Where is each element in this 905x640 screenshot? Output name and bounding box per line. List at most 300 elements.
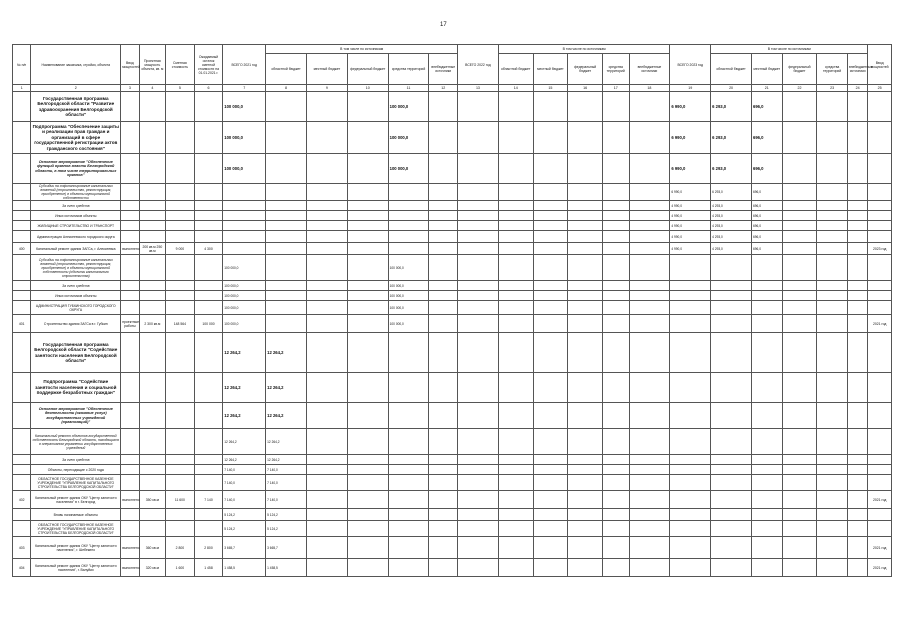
table-row [13,92,892,122]
row-value-v21 [751,315,782,333]
row-value-v21: 696,0 [751,92,782,122]
row-value-v8: 12 264,2 [266,429,307,455]
row-value-v23 [817,521,848,537]
row-value-v19 [670,281,711,291]
row-value-v18 [629,403,670,429]
row-value-v10 [347,291,388,301]
row-value-v19 [670,429,711,455]
row-number [13,455,31,465]
row-value-v14 [498,333,533,373]
investment-table [12,44,892,577]
row-name: Капитальный ремонт здания ОКУ "Центр занятости населения" в г. Белгород [31,491,121,509]
row-value-v19 [670,255,711,281]
row-value-v12 [429,537,458,559]
row-value-v16 [568,154,603,184]
row-value-v10 [347,475,388,491]
row-value-v7: 5 124,2 [223,509,266,521]
row-value-v7 [223,221,266,231]
table-row [13,211,892,221]
row-value-v18 [629,301,670,315]
row-cell-c4 [139,465,166,475]
table-row [13,475,892,491]
row-value-v22 [782,255,817,281]
row-cell-c5 [166,154,195,184]
row-value-v9 [306,291,347,301]
column-number: 12 [429,85,458,92]
row-number [13,154,31,184]
row-value-v19 [670,491,711,509]
row-value-v16 [568,231,603,243]
row-value-v24 [847,559,867,577]
row-value-v24 [847,154,867,184]
row-name: Подпрограмма "Содействие занятости населения и социальной поддержке безработных граждан" [31,373,121,403]
row-value-v16 [568,537,603,559]
row-value-v20 [711,491,752,509]
row-value-v23 [817,465,848,475]
row-cell-c5 [166,92,195,122]
row-value-v19 [670,403,711,429]
row-value-v16 [568,184,603,201]
row-value-v8: 12 264,2 [266,373,307,403]
row-value-v15 [533,509,568,521]
row-value-v13 [458,403,499,429]
row-cell-c26: 2021 год [868,315,892,333]
row-value-v14 [498,559,533,577]
row-value-v8: 7 140,0 [266,475,307,491]
row-value-v12 [429,92,458,122]
row-value-v24 [847,301,867,315]
row-value-v15 [533,243,568,255]
row-value-v9 [306,509,347,521]
row-cell-c6 [194,403,223,429]
row-value-v9 [306,333,347,373]
row-value-v11: 100 000,0 [388,301,429,315]
row-value-v23 [817,315,848,333]
row-value-v14 [498,221,533,231]
row-value-v9 [306,154,347,184]
row-value-v17 [602,537,629,559]
row-value-v19 [670,373,711,403]
row-value-v16 [568,491,603,509]
row-value-v14 [498,475,533,491]
row-value-v13 [458,211,499,221]
row-cell-c3: выполнено [121,559,139,577]
column-number: 22 [782,85,817,92]
row-name: Капитальный ремонт здания ЗАГСа, г. Алексеевка [31,243,121,255]
row-value-v24 [847,291,867,301]
row-cell-c5: 2 800 [166,537,195,559]
row-value-v12 [429,184,458,201]
row-value-v18 [629,184,670,201]
row-value-v11 [388,521,429,537]
row-value-v19: 4 990,0 [670,201,711,211]
row-value-v22 [782,465,817,475]
row-value-v9 [306,429,347,455]
row-value-v7: 100 000,0 [223,281,266,291]
header-2023-fed: федеральный бюджет [782,54,817,85]
header-2023-terr: средства территорий [817,54,848,85]
row-cell-c6 [194,184,223,201]
row-cell-c3 [121,211,139,221]
row-value-v11 [388,231,429,243]
row-value-v14 [498,92,533,122]
row-value-v12 [429,521,458,537]
header-2022-terr: средства территорий [602,54,629,85]
row-cell-c5 [166,291,195,301]
row-value-v12 [429,333,458,373]
row-value-v18 [629,373,670,403]
row-value-v17 [602,184,629,201]
row-value-v15 [533,333,568,373]
row-name: Капитальный ремонт объектов государственной собственности Белгородской области, находящихся в оперативном управлении государственных учреждений [31,429,121,455]
row-value-v17 [602,465,629,475]
row-value-v23 [817,373,848,403]
row-value-v18 [629,429,670,455]
header-commission: Ввод мощностей [868,45,892,85]
row-value-v21: 696,0 [751,211,782,221]
row-value-v15 [533,92,568,122]
row-value-v10 [347,509,388,521]
row-value-v12 [429,281,458,291]
row-value-v22 [782,92,817,122]
row-value-v11 [388,429,429,455]
row-value-v11 [388,455,429,465]
row-value-v22 [782,231,817,243]
row-value-v19 [670,537,711,559]
row-number [13,291,31,301]
row-cell-c26 [868,373,892,403]
row-value-v24 [847,122,867,154]
row-cell-c26 [868,211,892,221]
row-cell-c5 [166,221,195,231]
row-cell-c4 [139,281,166,291]
row-value-v13 [458,231,499,243]
row-value-v13 [458,465,499,475]
row-name: Иных источников объекты [31,291,121,301]
row-value-v10 [347,465,388,475]
row-value-v14 [498,429,533,455]
row-value-v20 [711,537,752,559]
row-value-v22 [782,201,817,211]
row-cell-c3 [121,403,139,429]
table-row [13,465,892,475]
row-value-v22 [782,475,817,491]
row-cell-c4 [139,301,166,315]
column-number: 24 [847,85,867,92]
row-cell-c4: 360 кв.м [139,537,166,559]
row-value-v18 [629,243,670,255]
row-value-v11 [388,475,429,491]
row-value-v16 [568,333,603,373]
row-cell-c4 [139,333,166,373]
row-value-v24 [847,475,867,491]
row-value-v18 [629,491,670,509]
row-value-v16 [568,92,603,122]
row-cell-c6 [194,455,223,465]
row-value-v9 [306,403,347,429]
row-value-v7: 12 264,2 [223,429,266,455]
row-value-v12 [429,475,458,491]
row-value-v7: 1 458,5 [223,559,266,577]
row-value-v14 [498,231,533,243]
row-value-v7 [223,243,266,255]
row-value-v24 [847,221,867,231]
row-cell-c3 [121,92,139,122]
row-value-v10 [347,429,388,455]
row-cell-c3 [121,509,139,521]
row-cell-c26 [868,509,892,521]
row-number [13,184,31,201]
row-cell-c6 [194,333,223,373]
row-value-v15 [533,255,568,281]
row-value-v13 [458,201,499,211]
row-value-v10 [347,154,388,184]
row-cell-c4: 350 кв.м [139,491,166,509]
row-value-v24 [847,243,867,255]
header-total-2023: ВСЕГО 2023 год [670,45,711,85]
row-cell-c5 [166,403,195,429]
row-value-v23 [817,201,848,211]
row-value-v18 [629,154,670,184]
row-value-v17 [602,243,629,255]
row-value-v21 [751,429,782,455]
row-value-v12 [429,429,458,455]
row-value-v22 [782,281,817,291]
row-value-v11 [388,403,429,429]
row-value-v7: 12 264,2 [223,455,266,465]
row-value-v20 [711,455,752,465]
row-value-v7: 100 000,0 [223,255,266,281]
row-number [13,201,31,211]
row-value-v15 [533,521,568,537]
row-value-v17 [602,281,629,291]
row-value-v23 [817,184,848,201]
table-row [13,231,892,243]
row-value-v8 [266,184,307,201]
row-value-v19: 4 990,0 [670,221,711,231]
row-value-v21 [751,465,782,475]
row-value-v21: 696,0 [751,243,782,255]
row-number: 402 [13,491,31,509]
row-value-v16 [568,291,603,301]
column-number: 13 [458,85,499,92]
row-value-v21 [751,475,782,491]
row-cell-c26 [868,429,892,455]
row-value-v23 [817,333,848,373]
row-value-v20: 4 293,0 [711,231,752,243]
table-row [13,403,892,429]
row-number [13,92,31,122]
row-value-v15 [533,315,568,333]
row-value-v18 [629,231,670,243]
row-value-v23 [817,491,848,509]
row-cell-c4 [139,184,166,201]
row-value-v20 [711,301,752,315]
row-cell-c5: 1 600 [166,559,195,577]
header-2022-vneb: внебюджетные источники [629,54,670,85]
header-estimate: Сметная стоимость [166,45,195,85]
row-value-v13 [458,429,499,455]
row-value-v8 [266,92,307,122]
row-cell-c5 [166,429,195,455]
row-value-v12 [429,291,458,301]
row-value-v13 [458,333,499,373]
row-value-v21 [751,537,782,559]
row-value-v17 [602,211,629,221]
row-value-v11 [388,333,429,373]
row-value-v16 [568,211,603,221]
row-value-v11 [388,243,429,255]
row-value-v22 [782,243,817,255]
row-value-v23 [817,429,848,455]
column-number: 17 [602,85,629,92]
row-number [13,231,31,243]
row-value-v24 [847,429,867,455]
row-number [13,211,31,221]
row-value-v11 [388,491,429,509]
row-cell-c26 [868,475,892,491]
row-value-v7: 100 000,0 [223,291,266,301]
row-cell-c26 [868,521,892,537]
row-cell-c26 [868,154,892,184]
row-number [13,221,31,231]
row-value-v19 [670,465,711,475]
row-value-v14 [498,211,533,221]
row-value-v16 [568,373,603,403]
row-cell-c3 [121,122,139,154]
row-cell-c4 [139,475,166,491]
row-value-v10 [347,491,388,509]
row-value-v23 [817,291,848,301]
row-number [13,429,31,455]
column-number: 4 [139,85,166,92]
row-value-v19: 4 990,0 [670,231,711,243]
row-value-v7: 100 000,0 [223,122,266,154]
row-cell-c4 [139,291,166,301]
row-cell-c3 [121,281,139,291]
row-name: Капитальный ремонт здания ОКУ "Центр занятости населения", г. Валуйки [31,559,121,577]
row-name: Субсидии на софинансирование капитальных вложений (строительство, реконструкция, приобретение) в объекты муниципальной собственности (объекты капитального строительства) [31,255,121,281]
row-value-v17 [602,429,629,455]
row-value-v10 [347,315,388,333]
row-value-v21 [751,403,782,429]
row-value-v20 [711,291,752,301]
table-row [13,243,892,255]
row-value-v21 [751,509,782,521]
row-value-v7: 100 000,0 [223,92,266,122]
row-value-v7: 5 124,2 [223,521,266,537]
row-value-v8: 5 124,2 [266,521,307,537]
row-name: Объекты, переходящие с 2020 года [31,465,121,475]
table-row [13,201,892,211]
row-cell-c5 [166,281,195,291]
row-value-v15 [533,429,568,455]
table-row [13,221,892,231]
row-value-v20: 4 293,0 [711,211,752,221]
row-cell-c6 [194,465,223,475]
row-cell-c3 [121,231,139,243]
row-value-v15 [533,281,568,291]
row-value-v18 [629,291,670,301]
row-value-v9 [306,537,347,559]
row-value-v15 [533,154,568,184]
row-cell-c4 [139,201,166,211]
row-value-v13 [458,281,499,291]
row-value-v14 [498,315,533,333]
table-row [13,559,892,577]
row-value-v23 [817,559,848,577]
row-value-v10 [347,201,388,211]
row-value-v12 [429,301,458,315]
row-cell-c4 [139,509,166,521]
row-value-v11 [388,373,429,403]
column-number-row [13,85,892,92]
row-value-v16 [568,122,603,154]
row-value-v13 [458,92,499,122]
row-value-v22 [782,301,817,315]
row-cell-c3: выполнено [121,537,139,559]
row-name: Основное мероприятие "Обеспечение деятельности (оказание услуг) государственных учреждений (организаций)" [31,403,121,429]
row-value-v17 [602,521,629,537]
row-cell-c3 [121,429,139,455]
row-cell-c26 [868,455,892,465]
row-cell-c3 [121,154,139,184]
row-value-v9 [306,281,347,291]
row-value-v8 [266,231,307,243]
row-number [13,475,31,491]
row-value-v12 [429,211,458,221]
row-value-v20 [711,333,752,373]
row-value-v13 [458,491,499,509]
row-value-v8 [266,221,307,231]
row-value-v17 [602,291,629,301]
row-cell-c3 [121,291,139,301]
row-value-v21 [751,559,782,577]
row-value-v18 [629,475,670,491]
row-value-v14 [498,373,533,403]
row-value-v13 [458,537,499,559]
row-value-v8 [266,315,307,333]
row-cell-c5 [166,301,195,315]
row-value-v22 [782,509,817,521]
column-number: 25 [868,85,892,92]
row-value-v11 [388,465,429,475]
row-cell-c5 [166,184,195,201]
row-number: 403 [13,537,31,559]
row-value-v15 [533,559,568,577]
row-cell-c4 [139,429,166,455]
row-value-v22 [782,184,817,201]
row-value-v14 [498,521,533,537]
row-cell-c4 [139,521,166,537]
row-value-v9 [306,211,347,221]
row-value-v14 [498,301,533,315]
table-row [13,301,892,315]
row-cell-c26: 2021 год [868,559,892,577]
row-value-v16 [568,429,603,455]
row-cell-c26: 2021 год [868,537,892,559]
row-value-v22 [782,373,817,403]
header-2021-obl: областной бюджет [266,54,307,85]
row-cell-c26 [868,231,892,243]
column-number: 20 [711,85,752,92]
row-cell-c3 [121,301,139,315]
row-value-v19: 4 990,0 [670,211,711,221]
row-cell-c5 [166,211,195,221]
row-value-v12 [429,509,458,521]
row-value-v12 [429,373,458,403]
row-value-v9 [306,221,347,231]
